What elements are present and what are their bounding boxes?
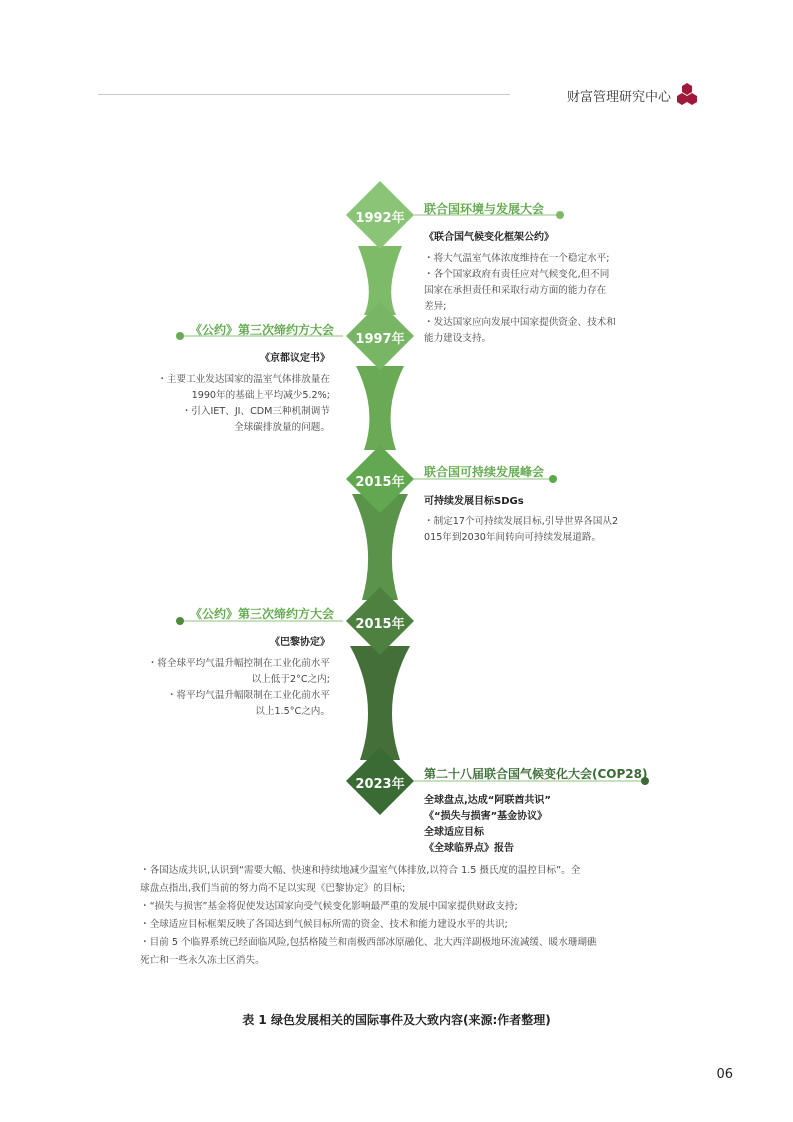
connector-dot-2015b [176,617,184,625]
event-body-1997: ・主要工业发达国家的温室气体排放量在 1990年的基础上平均减少5.2%; ・引入IET、JI、CDM三种机制调节 全球碳排放量的问题。 [157,374,330,433]
connector-dot-1997 [176,332,184,340]
year-label-1997: 1997年 [355,332,405,347]
event-body-2015b: ・将全球平均气温升幅控制在工业化前水平 以上低于2°C之内; ・将平均气温升幅限制在工业化前水平 以上1.5°C之内。 [147,658,330,717]
connector-dot-2015a [549,475,557,483]
event-subtitle-1992: 《联合国气候变化框架公约》 [424,232,554,243]
event-title-2023: 第二十八届联合国气候变化大会(COP28) [424,767,648,781]
year-label-2015a: 2015年 [355,475,405,490]
stem-4 [350,646,410,760]
event-title-2015b: 《公约》第三次缔约方大会 [190,607,335,621]
event-subtitle-1997: 《京都议定书》 [260,353,330,364]
table-caption: 表 1 绿色发展相关的国际事件及大致内容(来源:作者整理) [242,1013,551,1027]
event-body-1992: ・将大气温室气体浓度维持在一个稳定水平; ・各个国家政府有责任应对气候变化,但不同 国家在承担责任和采取行动方面的能力存在 差异; ・发达国家应向发展中国家提供资金、技术和 能力建设支持。 [424,253,616,344]
event-subtitles-2023: 全球盘点,达成“阿联酋共识” 《“损失与损害”基金协议》 全球适应目标 《全球临界点》报告 [424,795,551,854]
event-title-1992: 联合国环境与发展大会 [424,202,545,216]
cop28-notes: ・各国达成共识,认识到“需要大幅、快速和持续地减少温室气体排放,以符合 1.5 摄氏度的温控目标”。全 球盘点指出,我们当前的努力尚不足以实现《巴黎协定》的目标; ・“损失与损害”基金将促使发达国家向受气候变化影响最严重的发展中国家提供财政支持; ・全球适应目标框架反映了各国达到气候目标所需的资金、技术和能力建设水平的共识; ・目前 5 个临界系统已经面临风险,包括格陵兰和南极西部冰原融化、北大西洋副极地环流减缓、暖水珊瑚礁 死亡和一些永久冻土区消失。 [140,865,597,966]
stem-2 [356,366,404,450]
connector-dot-1992 [556,211,564,219]
page-number: 06 [716,1067,733,1082]
event-subtitle-2015b: 《巴黎协定》 [270,637,330,648]
event-title-1997: 《公约》第三次缔约方大会 [190,323,335,337]
year-label-1992: 1992年 [355,211,405,226]
year-label-2023: 2023年 [355,777,405,792]
org-name: 财富管理研究中心 [566,90,671,105]
event-body-2015a: ・制定17个可持续发展目标,引导世界各国从2 015年到2030年间转向可持续发展道路。 [424,516,619,543]
event-title-2015a: 联合国可持续发展峰会 [424,465,545,479]
year-label-2015b: 2015年 [355,617,405,632]
event-subtitle-2015a: 可持续发展目标SDGs [424,496,524,507]
